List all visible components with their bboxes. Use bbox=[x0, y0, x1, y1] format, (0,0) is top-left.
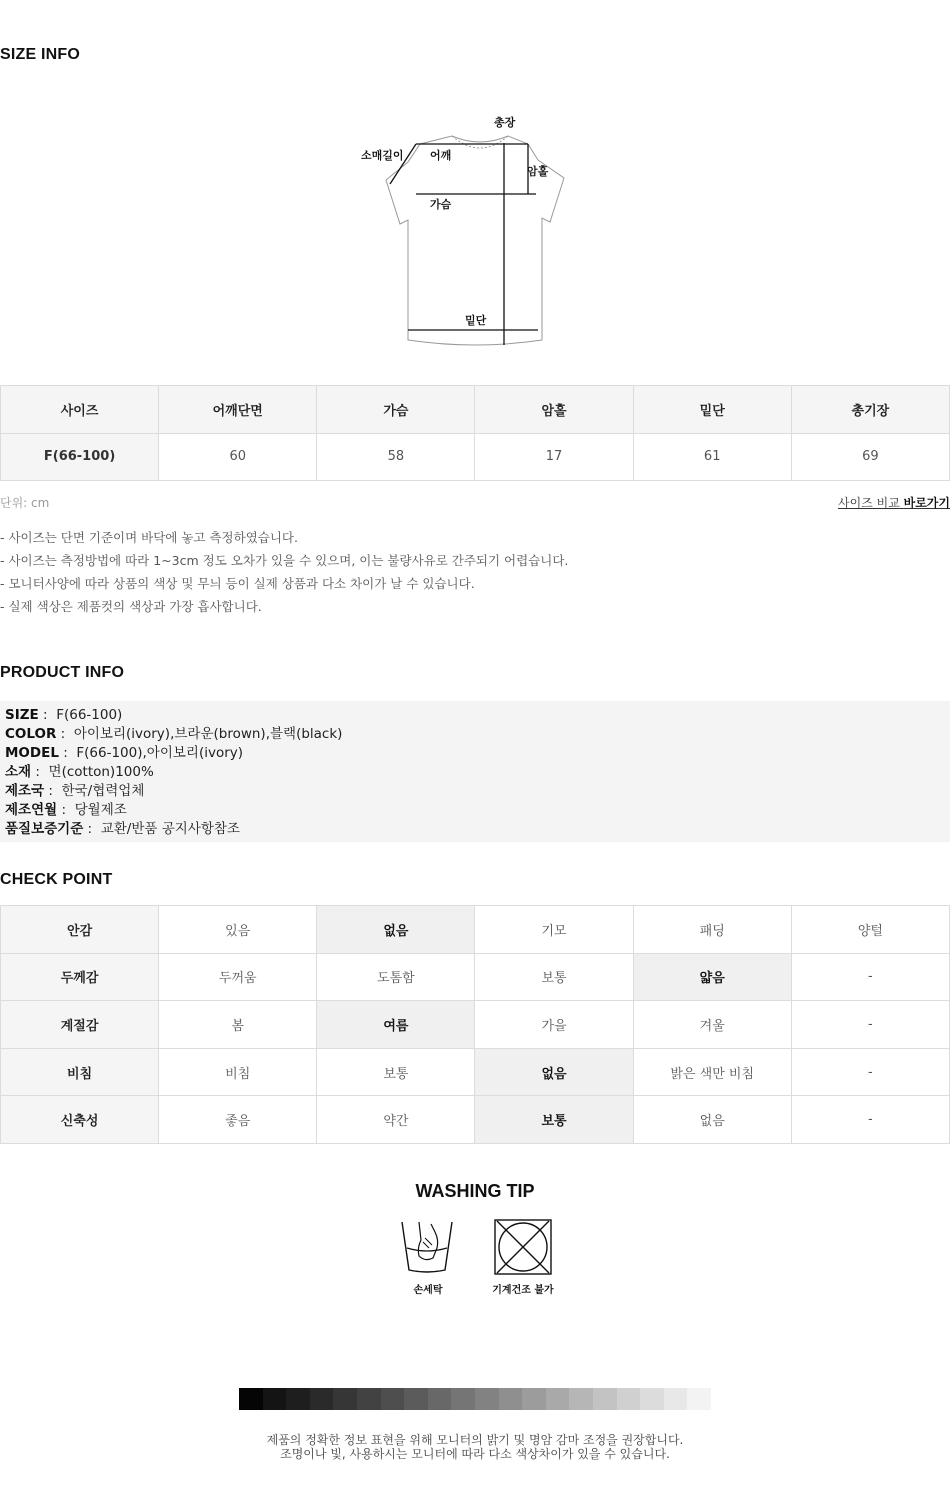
label-sleeve: 소매길이 bbox=[361, 149, 404, 162]
product-info-row: MODEL : F(66-100),아이보리(ivory) bbox=[5, 745, 244, 761]
size-compare-prefix: 사이즈 비교 bbox=[838, 496, 900, 510]
check-row bbox=[1, 1048, 950, 1096]
size-table-row bbox=[1, 433, 950, 481]
product-info-row: 제조연월 : 당월제조 bbox=[5, 802, 127, 818]
grayscale-swatch bbox=[640, 1388, 664, 1410]
size-note: - 사이즈는 측정방법에 따라 1~3cm 정도 오차가 있을 수 있으며, 이는 불량사유로 간주되기 어렵습니다. bbox=[0, 553, 569, 568]
size-cell: F(66-100) bbox=[1, 433, 159, 481]
check-option: 봄 bbox=[159, 1001, 317, 1049]
grayscale-bar bbox=[239, 1388, 711, 1410]
no-tumble-dry-label: 기계건조 불가 bbox=[492, 1285, 554, 1296]
grayscale-swatch bbox=[687, 1388, 711, 1410]
size-header-cell: 사이즈 bbox=[1, 386, 159, 434]
check-option: 보통 bbox=[317, 1048, 475, 1096]
size-note: - 사이즈는 단면 기준이며 바닥에 놓고 측정하였습니다. bbox=[0, 530, 298, 545]
size-note: - 모니터사양에 따라 상품의 색상 및 무늬 등이 실제 상품과 다소 차이가 날 수 있습니다. bbox=[0, 576, 475, 591]
grayscale-swatch bbox=[404, 1388, 428, 1410]
product-info-row: COLOR : 아이보리(ivory),브라운(brown),블랙(black) bbox=[5, 726, 343, 742]
product-info-title: PRODUCT INFO bbox=[0, 664, 125, 681]
check-row-label: 계절감 bbox=[1, 1001, 159, 1049]
monitor-notice-line1: 제품의 정확한 정보 표현을 위해 모니터의 밝기 및 명암 감마 조정을 권장합니다. bbox=[266, 1433, 684, 1447]
grayscale-swatch bbox=[451, 1388, 475, 1410]
check-option: 보통 bbox=[475, 1096, 633, 1144]
grayscale-swatch bbox=[522, 1388, 546, 1410]
check-option: 여름 bbox=[317, 1001, 475, 1049]
product-info-box bbox=[0, 701, 950, 842]
grayscale-swatch bbox=[263, 1388, 287, 1410]
product-info-key: 소재 bbox=[5, 764, 32, 780]
product-info-key: 품질보증기준 bbox=[5, 821, 84, 837]
size-compare-link-label: 바로가기 bbox=[903, 496, 950, 510]
size-table-header-row bbox=[1, 386, 950, 434]
size-cell: 58 bbox=[317, 433, 475, 481]
product-info-value: 교환/반품 공지사항참조 bbox=[100, 821, 240, 837]
check-row-label: 비침 bbox=[1, 1048, 159, 1096]
check-option: - bbox=[791, 953, 949, 1001]
label-hem: 밑단 bbox=[465, 314, 487, 327]
check-option: 얇음 bbox=[633, 953, 791, 1001]
product-info-value: 한국/협력업체 bbox=[61, 783, 145, 799]
product-info-key: SIZE bbox=[5, 707, 39, 723]
product-info-row: 품질보증기준 : 교환/반품 공지사항참조 bbox=[5, 821, 240, 837]
product-info-value: F(66-100),아이보리(ivory) bbox=[76, 745, 244, 761]
check-row bbox=[1, 1001, 950, 1049]
product-info-value: F(66-100) bbox=[56, 707, 123, 723]
label-chest: 가슴 bbox=[430, 198, 452, 211]
product-info-row: 소재 : 면(cotton)100% bbox=[5, 764, 154, 780]
size-compare-link[interactable] bbox=[838, 494, 950, 511]
product-info-key: 제조연월 bbox=[5, 802, 58, 818]
product-info-row: SIZE : F(66-100) bbox=[5, 707, 123, 723]
grayscale-swatch bbox=[617, 1388, 641, 1410]
check-option: 양털 bbox=[791, 906, 949, 954]
check-option: 겨울 bbox=[633, 1001, 791, 1049]
check-option: - bbox=[791, 1096, 949, 1144]
size-table bbox=[0, 385, 950, 481]
hand-wash-label: 손세탁 bbox=[413, 1285, 443, 1296]
product-info-key: COLOR bbox=[5, 726, 57, 742]
monitor-notice-line2: 조명이나 빛, 사용하시는 모니터에 따라 다소 색상차이가 있을 수 있습니다. bbox=[280, 1447, 670, 1461]
label-total-length: 총장 bbox=[494, 116, 516, 129]
label-armhole: 암홀 bbox=[527, 165, 549, 178]
grayscale-swatch bbox=[546, 1388, 570, 1410]
check-option: 있음 bbox=[159, 906, 317, 954]
size-cell: 69 bbox=[791, 433, 949, 481]
check-option: 밝은 색만 비침 bbox=[633, 1048, 791, 1096]
grayscale-swatch bbox=[428, 1388, 452, 1410]
hand-wash-icon bbox=[399, 1218, 455, 1278]
product-info-key: MODEL bbox=[5, 745, 59, 761]
grayscale-swatch bbox=[286, 1388, 310, 1410]
garment-size-diagram bbox=[340, 108, 580, 358]
product-info-value: 아이보리(ivory),브라운(brown),블랙(black) bbox=[73, 726, 343, 742]
check-option: 패딩 bbox=[633, 906, 791, 954]
grayscale-swatch bbox=[310, 1388, 334, 1410]
washing-tip-title: WASHING TIP bbox=[415, 1181, 535, 1201]
product-info-key: 제조국 bbox=[5, 783, 45, 799]
check-option: 도톰함 bbox=[317, 953, 475, 1001]
size-cell: 60 bbox=[159, 433, 317, 481]
grayscale-swatch bbox=[593, 1388, 617, 1410]
size-header-cell: 밑단 bbox=[633, 386, 791, 434]
grayscale-swatch bbox=[664, 1388, 688, 1410]
check-row-label: 안감 bbox=[1, 906, 159, 954]
size-header-cell: 총기장 bbox=[791, 386, 949, 434]
no-tumble-dry-icon bbox=[493, 1218, 553, 1278]
grayscale-swatch bbox=[333, 1388, 357, 1410]
size-header-cell: 가슴 bbox=[317, 386, 475, 434]
product-info-value: 당월제조 bbox=[74, 802, 127, 818]
grayscale-swatch bbox=[381, 1388, 405, 1410]
size-cell: 61 bbox=[633, 433, 791, 481]
check-row bbox=[1, 953, 950, 1001]
check-option: 없음 bbox=[475, 1048, 633, 1096]
product-info-row: 제조국 : 한국/협력업체 bbox=[5, 783, 145, 799]
check-option: 보통 bbox=[475, 953, 633, 1001]
size-notes bbox=[0, 526, 568, 618]
check-point-table bbox=[0, 905, 950, 1144]
label-shoulder: 어깨 bbox=[430, 149, 452, 162]
check-option: 약간 bbox=[317, 1096, 475, 1144]
check-row bbox=[1, 906, 950, 954]
check-option: 없음 bbox=[633, 1096, 791, 1144]
check-point-title: CHECK POINT bbox=[0, 871, 113, 888]
size-unit: 단위: cm bbox=[0, 496, 50, 510]
size-header-cell: 암홀 bbox=[475, 386, 633, 434]
grayscale-swatch bbox=[357, 1388, 381, 1410]
check-option: 가을 bbox=[475, 1001, 633, 1049]
check-row-label: 신축성 bbox=[1, 1096, 159, 1144]
grayscale-swatch bbox=[475, 1388, 499, 1410]
check-option: - bbox=[791, 1001, 949, 1049]
check-option: 기모 bbox=[475, 906, 633, 954]
check-option: 비침 bbox=[159, 1048, 317, 1096]
check-row bbox=[1, 1096, 950, 1144]
tshirt-diagram-svg bbox=[340, 108, 580, 358]
size-info-title: SIZE INFO bbox=[0, 46, 81, 63]
product-info-value: 면(cotton)100% bbox=[48, 764, 154, 780]
grayscale-swatch bbox=[569, 1388, 593, 1410]
size-cell: 17 bbox=[475, 433, 633, 481]
grayscale-swatch bbox=[239, 1388, 263, 1410]
check-option: 두꺼움 bbox=[159, 953, 317, 1001]
check-option: 없음 bbox=[317, 906, 475, 954]
size-header-cell: 어깨단면 bbox=[159, 386, 317, 434]
grayscale-swatch bbox=[499, 1388, 523, 1410]
size-note: - 실제 색상은 제품컷의 색상과 가장 흡사합니다. bbox=[0, 599, 262, 614]
check-row-label: 두께감 bbox=[1, 953, 159, 1001]
check-option: 좋음 bbox=[159, 1096, 317, 1144]
check-option: - bbox=[791, 1048, 949, 1096]
